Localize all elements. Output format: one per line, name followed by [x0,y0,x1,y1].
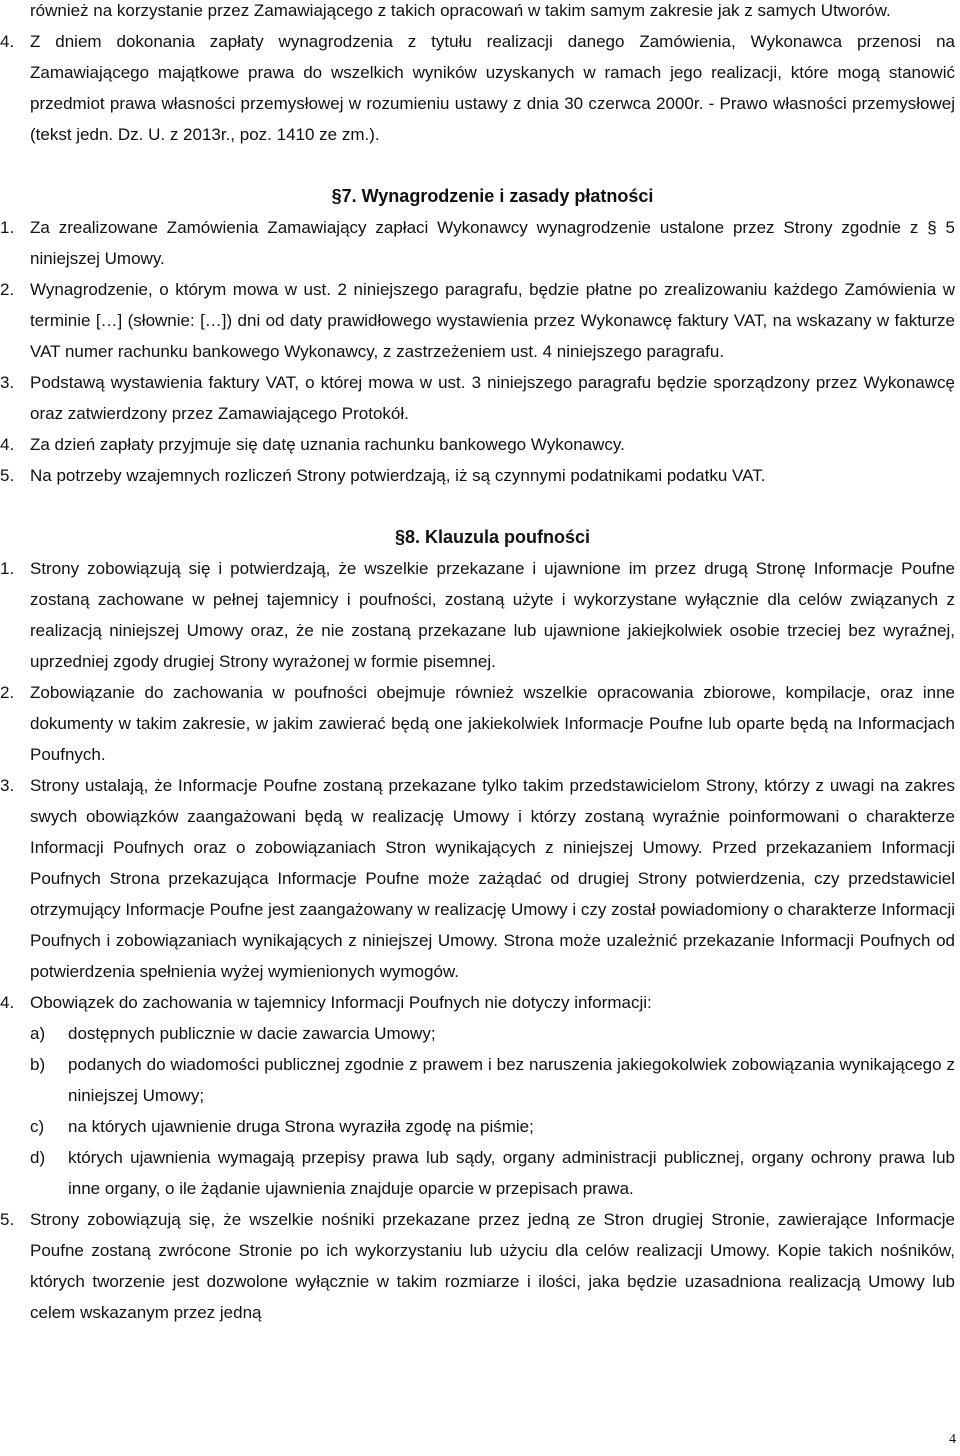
item-text: Zobowiązanie do zachowania w poufności obejmuje również wszelkie opracowania zbiorowe, kompilacje, oraz inne dokumenty w takim zakresie, w jakim zawierać będą one jakiekolwiek Informacje Poufne lub oparte będą na Informacjach Poufnych. [30,683,955,764]
item-number: 4. [0,993,15,1012]
item-text: Strony zobowiązują się i potwierdzają, że wszelkie przekazane i ujawnione im przez drugą Stronę Informacje Poufne zostaną zachowane w pełnej tajemnicy i poufności, zostaną użyte i wykorzystane wyłącznie dla celów związanych z realizacją niniejszej Umowy oraz, że nie zostaną przekazane lub ujawnione jakiejkolwiek osobie trzeciej bez wyraźnej, uprzedniej zgody drugiej Strony wyrażonej w formie pisemnej. [30,559,955,671]
sub-item-letter: c) [30,1117,45,1136]
item-number: 1. [0,559,15,578]
item-number: 3. [0,373,15,392]
item-text: Wynagrodzenie, o którym mowa w ust. 2 niniejszego paragrafu, będzie płatne po zrealizowaniu każdego Zamówienia w terminie […] (słownie: […]) dni od daty prawidłowego wystawienia przez Wykonawcę faktury VAT, na wskazany w fakturze VAT numer rachunku bankowego Wykonawcy, z zastrzeżeniem ust. 4 niniejszego paragrafu. [30,280,955,361]
item-text: Strony ustalają, że Informacje Poufne zostaną przekazane tylko takim przedstawicielom Strony, którzy z uwagi na zakres swych obowiązków zaangażowani będą w realizację Umowy i którzy zostaną wyraźnie poinformowani o charakterze Informacji Poufnych oraz o zobowiązaniach Stron wynikających z niniejszej Umowy. Przed przekazaniem Informacji Poufnych Strona przekazująca Informacje Poufne może zażądać od drugiej Strony potwierdzenia, czy przedstawiciel otrzymujący Informacje Poufne jest zaangażowany w realizację Umowy i czy został powiadomiony o charakterze Informacji Poufnych i zobowiązaniach wynikających z niniejszej Umowy. Strona może uzależnić przekazanie Informacji Poufnych od potwierdzenia spełnienia wyżej wymienionych wymogów. [30,776,955,981]
sub-item-text: na których ujawnienie druga Strona wyraziła zgodę na piśmie; [68,1117,534,1136]
list-item [0,212,955,274]
item-number: 5. [0,466,15,485]
list-item [0,367,955,429]
sub-list-item [0,1049,955,1111]
list-item [0,553,955,677]
item-number: 2. [0,280,15,299]
sub-item-letter: b) [30,1055,46,1074]
item-text: Za dzień zapłaty przyjmuje się datę uznania rachunku bankowego Wykonawcy. [30,435,625,454]
sub-item-text: których ujawnienia wymagają przepisy prawa lub sądy, organy administracji publicznej, organy ochrony prawa lub inne organy, o ile żądanie ujawnienia znajduje oparcie w przepisach prawa. [68,1148,955,1198]
sub-item-letter: a) [30,1024,46,1043]
item-text: Strony zobowiązują się, że wszelkie nośniki przekazane przez jedną ze Stron drugiej Stronie, zawierające Informacje Poufne zostaną zwrócone Stronie po ich wykorzystaniu lub użyciu dla celów realizacji Umowy. Kopie takich nośników, których tworzenie jest dozwolone wyłącznie w takim rozmiarze i ilości, jaka będzie uzasadniona realizacją Umowy lub celem wskazanym przez jedną [30,1210,955,1322]
sub-item-letter: d) [30,1148,46,1167]
continued-paragraph: również na korzystanie przez Zamawiającego z takich opracowań w takim samym zakresie jak z samych Utworów. [30,1,891,20]
item-number: 3. [0,776,15,795]
item-text: Z dniem dokonania zapłaty wynagrodzenia z tytułu realizacji danego Zamówienia, Wykonawca przenosi na Zamawiającego majątkowe prawa do wszelkich wyników uzyskanych w ramach jego realizacji, które mogą stanowić przedmiot prawa własności przemysłowej w rozumieniu ustawy z dnia 30 czerwca 2000r. - Prawo własności przemysłowej (tekst jedn. Dz. U. z 2013r., poz. 1410 ze zm.). [30,32,955,144]
list-item [0,26,955,150]
item-text: Na potrzeby wzajemnych rozliczeń Strony potwierdzają, iż są czynnymi podatnikami podatku VAT. [30,466,766,485]
sub-list-item [0,1111,955,1142]
item-text: Obowiązek do zachowania w tajemnicy Informacji Poufnych nie dotyczy informacji: [30,993,652,1012]
list-item [0,1204,955,1328]
item-text: Za zrealizowane Zamówienia Zamawiający zapłaci Wykonawcy wynagrodzenie ustalone przez Strony zgodnie z § 5 niniejszej Umowy. [30,218,955,268]
list-item [0,987,955,1018]
page-number: 4 [949,1432,956,1447]
section-heading: §8. Klauzula poufności [394,527,591,547]
sub-list-item [0,1142,955,1204]
item-number: 4. [0,435,15,454]
list-item [0,770,955,987]
sub-item-text: podanych do wiadomości publicznej zgodnie z prawem i bez naruszenia jakiegokolwiek zobowiązania wynikającego z niniejszej Umowy; [68,1055,955,1105]
section7-list [0,212,955,491]
item-number: 4. [0,32,15,51]
sub-item-text: dostępnych publicznie w dacie zawarcia Umowy; [68,1024,436,1043]
item-number: 1. [0,218,15,237]
section-heading: §7. Wynagrodzenie i zasady płatności [331,186,654,206]
list-item [0,429,955,460]
section8-list [0,553,955,1328]
list-item [0,460,955,491]
list-item [0,677,955,770]
item-text: Podstawą wystawienia faktury VAT, o której mowa w ust. 3 niniejszego paragrafu będzie sporządzony przez Wykonawcę oraz zatwierdzony przez Zamawiającego Protokół. [30,373,955,423]
item-number: 5. [0,1210,15,1229]
list-item [0,274,955,367]
sub-list-item [0,1018,955,1049]
item-number: 2. [0,683,15,702]
